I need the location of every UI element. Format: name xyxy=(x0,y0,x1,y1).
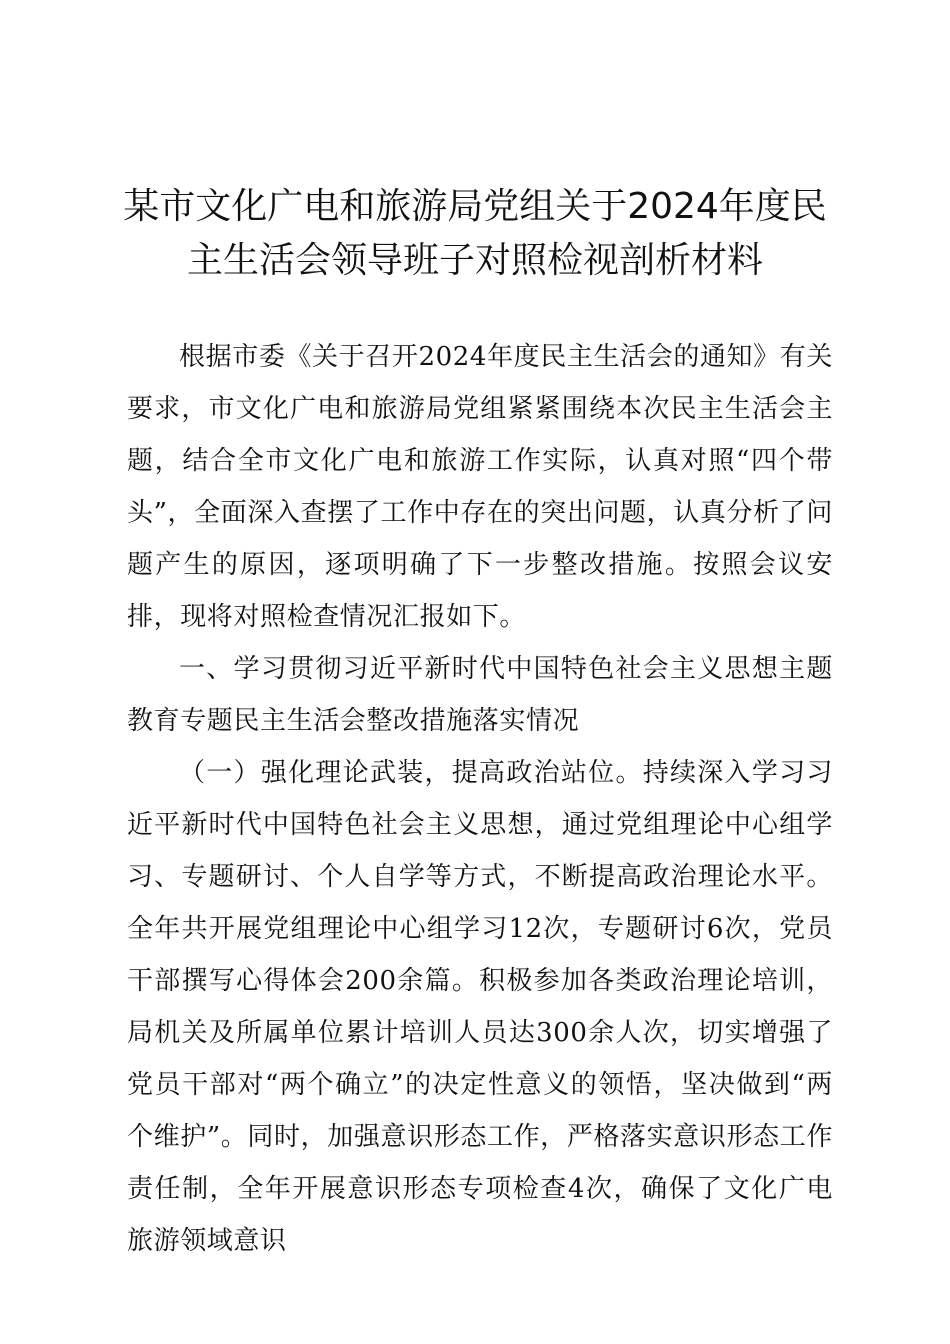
intro-paragraph: 根据市委《关于召开2024年度民主生活会的通知》有关要求，市文化广电和旅游局党组紧紧围绕本次民主生活会主题，结合全市文化广电和旅游工作实际，认真对照“四个带头”，全面深入查摆了工作中存在的突出问题，认真分析了问题产生的原因，逐项明确了下一步整改措施。按照会议安排，现将对照检查情况汇报如下。 xyxy=(127,342,833,632)
subsection-paragraph-1: （一）强化理论武装，提高政治站位。持续深入学习习近平新时代中国特色社会主义思想，通过党组理论中心组学习、专题研讨、个人自学等方式，不断提高政治理论水平。全年共开展党组理论中心组学习12次，专题研讨6次，党员干部撰写心得体会200余篇。积极参加各类政治理论培训，局机关及所属单位累计培训人员达300余人次，切实增强了党员干部对“两个确立”的决定性意义的领悟，坚决做到“两个维护”。同时，加强意识形态工作，严格落实意识形态工作责任制，全年开展意识形态专项检查4次，确保了文化广电旅游领域意识 xyxy=(127,758,833,1256)
title-line-1: 某市文化广电和旅游局党组关于2024年度民 xyxy=(123,186,827,227)
document-title xyxy=(100,180,850,288)
document-body xyxy=(127,331,833,1267)
title-line-2: 主生活会领导班子对照检视剖析材料 xyxy=(186,240,763,281)
section-heading-1: 一、学习贯彻习近平新时代中国特色社会主义思想主题教育专题民主生活会整改措施落实情况 xyxy=(127,654,833,736)
